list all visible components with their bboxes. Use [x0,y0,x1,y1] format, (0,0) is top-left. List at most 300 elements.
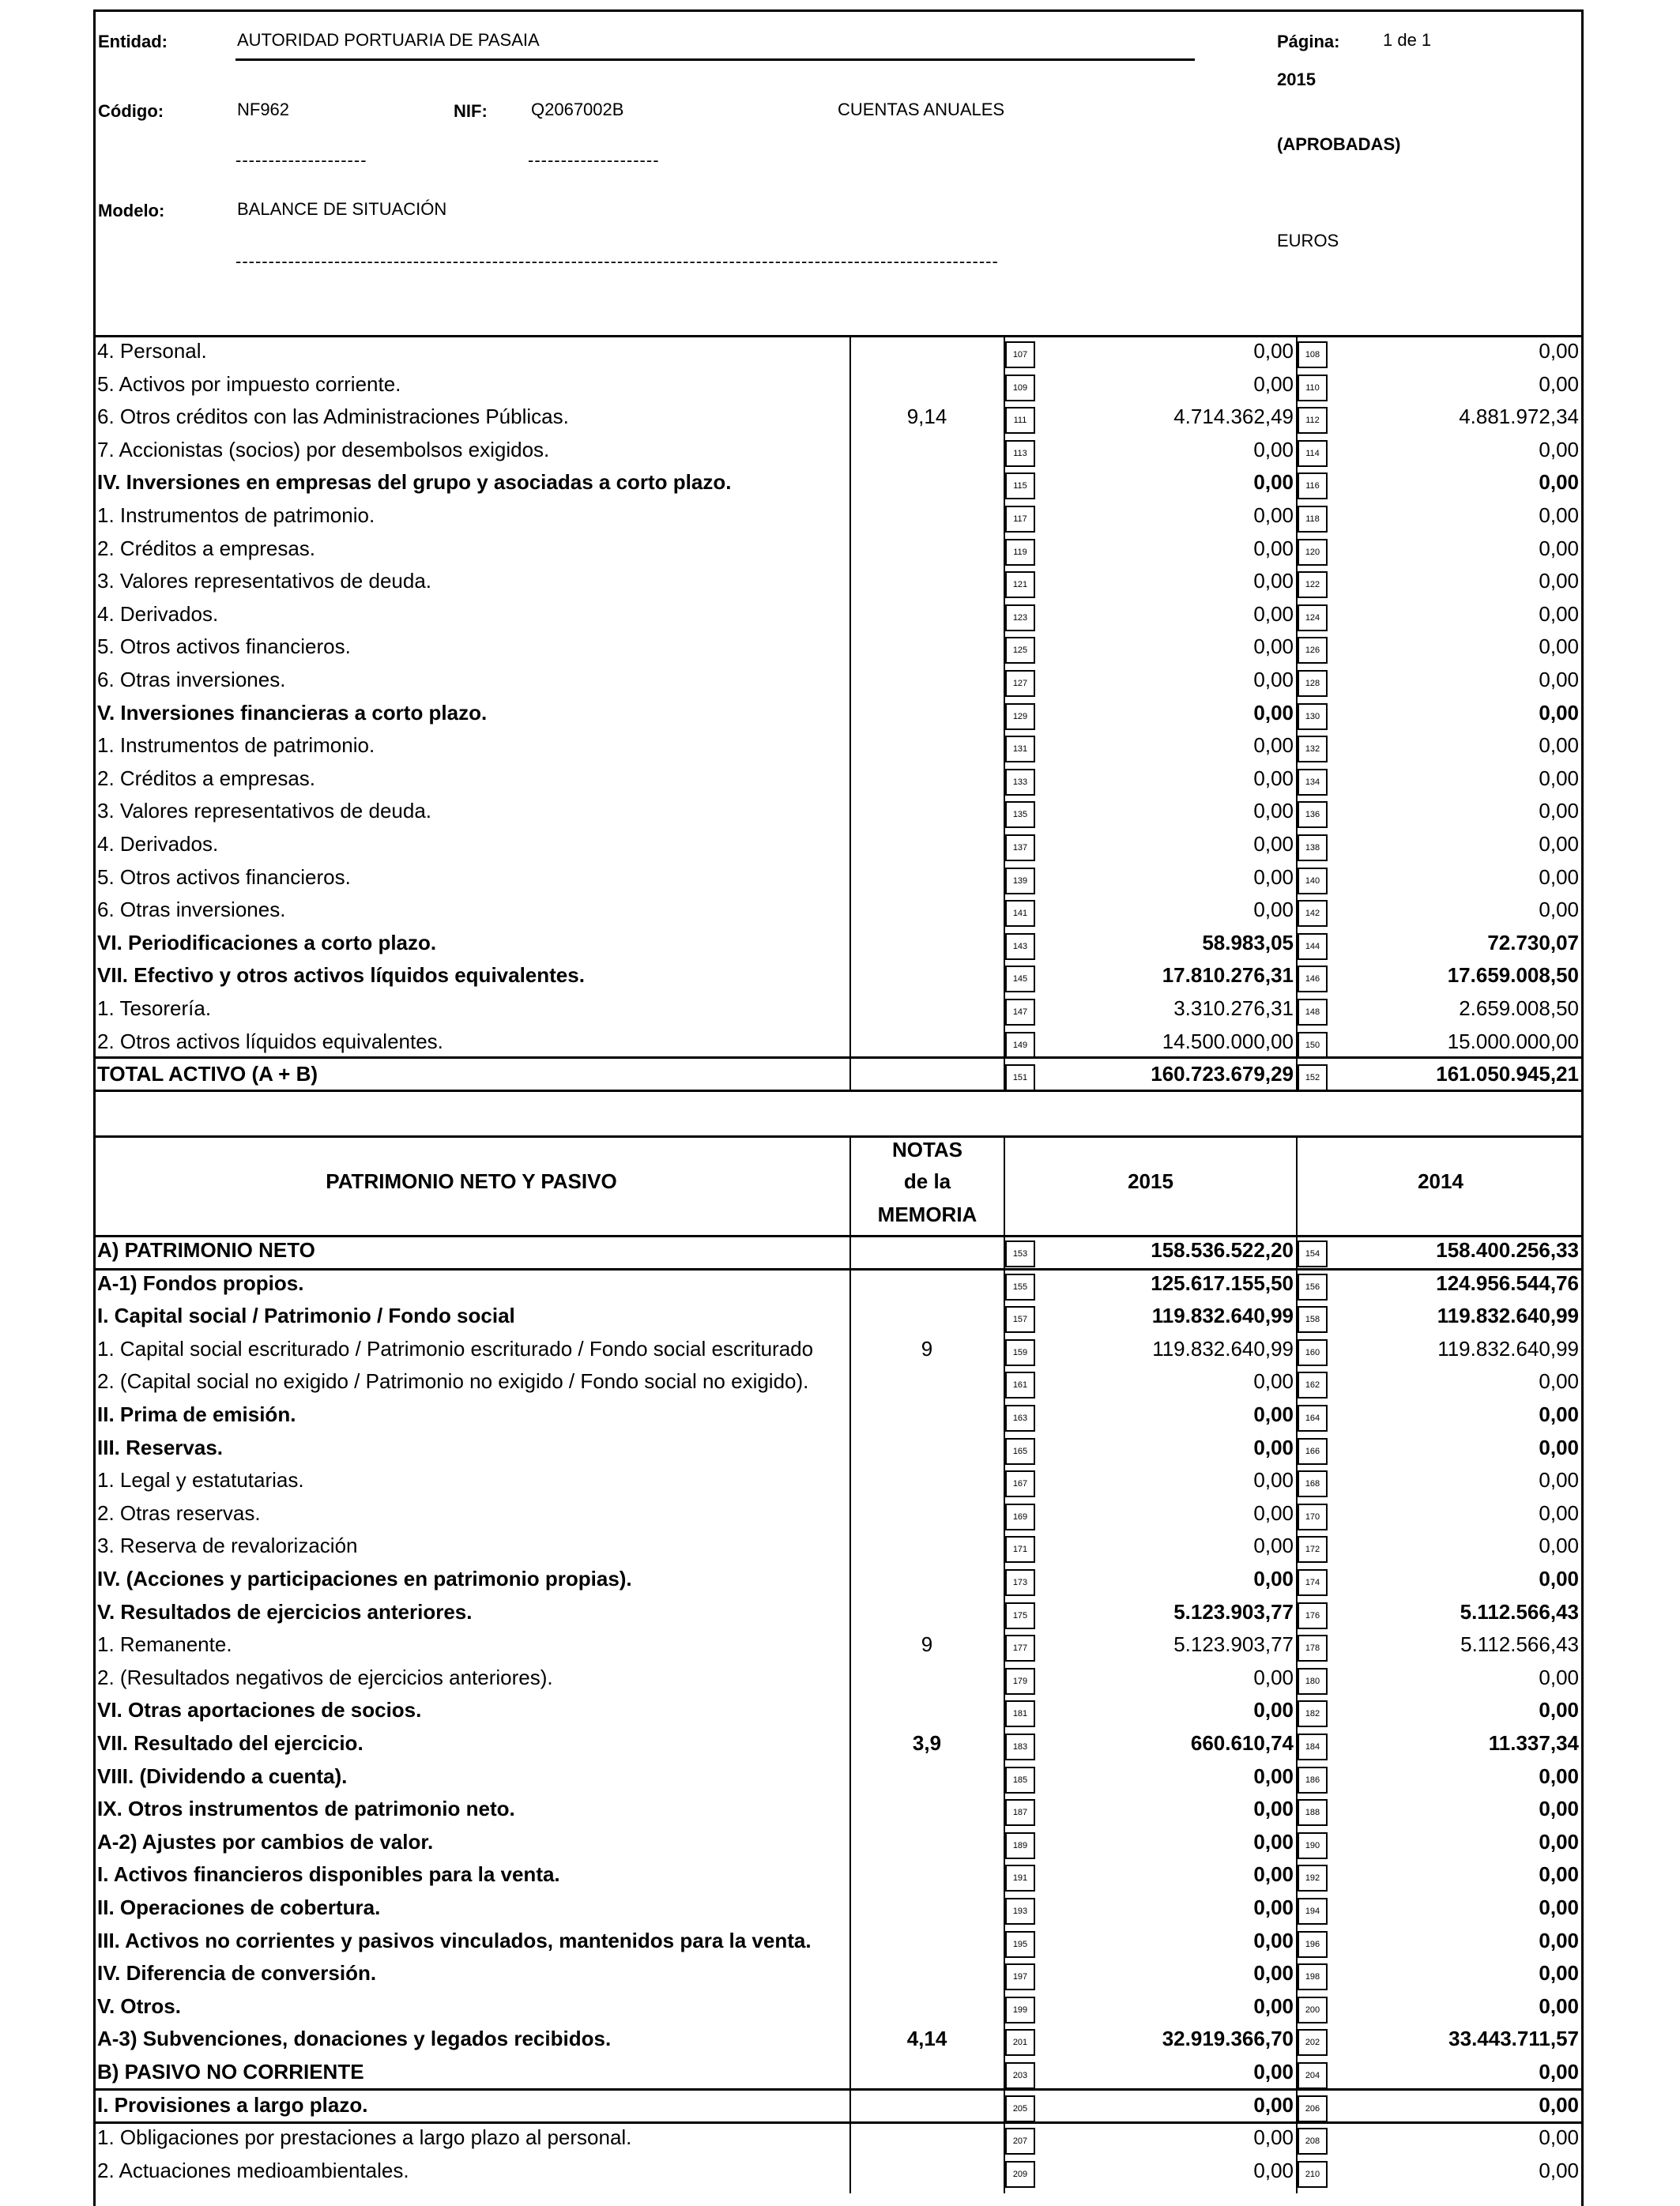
row-value-2015: 0,00 [1253,799,1294,823]
row-value-2014: 0,00 [1539,898,1579,922]
row-value-2015: 0,00 [1253,766,1294,790]
row-code-2015: 187 [1005,1799,1035,1826]
row-code-2015: 177 [1005,1635,1035,1662]
row-value-2014: 119.832.640,99 [1437,1336,1579,1361]
row-value-2014: 0,00 [1539,470,1579,495]
row-code-2015: 123 [1005,604,1035,631]
table-row [93,1861,1584,1894]
row-label: 2. Otros activos líquidos equivalentes. [97,1029,443,1053]
row-code-2014: 194 [1298,1898,1328,1925]
table-row [93,436,1584,469]
row-code-2015: 143 [1005,933,1035,960]
row-label: A-2) Ajustes por cambios de valor. [97,1829,434,1854]
row-value-2015: 0,00 [1253,601,1294,626]
row-label: IV. Diferencia de conversión. [97,1961,377,1986]
row-code-2014: 162 [1298,1372,1328,1399]
row-code-2015: 147 [1005,999,1035,1026]
row-label: V. Inversiones financieras a corto plazo. [97,700,488,725]
row-label: 6. Otras inversiones. [97,668,286,691]
row-code-2015: 183 [1005,1734,1035,1760]
row-value-2014: 0,00 [1539,1993,1579,2018]
table-row [93,1565,1584,1598]
row-code-2015: 159 [1005,1339,1035,1366]
row-value-2014: 0,00 [1539,1500,1579,1525]
row-code-2015: 167 [1005,1470,1035,1497]
row-value-2015: 0,00 [1253,864,1294,889]
row-value-2014: 0,00 [1539,536,1579,560]
year-2014-header: 2014 [1418,1169,1463,1193]
row-value-2015: 0,00 [1253,1369,1294,1394]
row-code-2014: 172 [1298,1536,1328,1563]
row-code-2015: 181 [1005,1700,1035,1727]
table-row [93,929,1584,962]
total-separator-top [93,1056,1584,1059]
row-code-2015: 109 [1005,375,1035,401]
row-code-2014: 122 [1298,571,1328,598]
row-label: IV. (Acciones y participaciones en patrimonio propias). [97,1567,632,1591]
row-code-2014: 114 [1298,440,1328,467]
row-value-2015: 0,00 [1253,1500,1294,1525]
table-row [93,535,1584,568]
row-label: 4. Derivados. [97,601,219,626]
row-value-2015: 3.310.276,31 [1173,996,1294,1020]
table-row [93,2058,1584,2091]
row-value-2015: 5.123.903,77 [1173,1599,1294,1624]
row-code-2015: 169 [1005,1504,1035,1530]
row-code-2014: 170 [1298,1504,1328,1530]
row-value-2014: 0,00 [1539,339,1579,363]
euros-label: EUROS [1277,231,1339,250]
row-code-2014: 166 [1298,1438,1328,1465]
row-value-2014: 161.050.945,21 [1436,1062,1579,1086]
row-value-2014: 0,00 [1539,437,1579,461]
row-code-2015: 199 [1005,1997,1035,2023]
table-row [93,600,1584,634]
row-code-2014: 138 [1298,834,1328,861]
row-value-2014: 72.730,07 [1487,930,1579,954]
table-row [93,1894,1584,1927]
row-value-2014: 0,00 [1539,1369,1579,1394]
row-value-2014: 0,00 [1539,503,1579,527]
year-label: 2015 [1277,70,1316,89]
row-value-2015: 5.123.903,77 [1173,1632,1294,1657]
row-code-2014: 180 [1298,1668,1328,1695]
row-code-2014: 200 [1298,1997,1328,2023]
row-code-2014: 156 [1298,1274,1328,1301]
row-value-2015: 0,00 [1253,1567,1294,1591]
row-value-2015: 0,00 [1253,1895,1294,1919]
document-header [93,9,1584,337]
row-code-2014: 144 [1298,933,1328,960]
row-value-2015: 0,00 [1253,668,1294,691]
table-row [93,1434,1584,1467]
col-divider-values-bottom [1296,1135,1298,2193]
row-code-2014: 128 [1298,670,1328,697]
row-label: VI. Periodificaciones a corto plazo. [97,930,437,954]
col-divider-values [1296,337,1298,1090]
row-value-2014: 0,00 [1539,1961,1579,1986]
table-row [93,1335,1584,1368]
row-code-2015: 185 [1005,1767,1035,1794]
row-label: VIII. (Dividendo a cuenta). [97,1764,348,1788]
row-value-2015: 14.500.000,00 [1162,1029,1294,1053]
row-code-2014: 118 [1298,506,1328,533]
pasivo-title: PATRIMONIO NETO Y PASIVO [326,1169,617,1193]
row-label: A) PATRIMONIO NETO [97,1238,315,1262]
row-value-2015: 160.723.679,29 [1151,1062,1294,1086]
table-row [93,864,1584,897]
row-value-2014: 158.400.256,33 [1436,1238,1579,1262]
row-value-2015: 0,00 [1253,536,1294,560]
row-code-2015: 155 [1005,1274,1035,1301]
row-label: II. Operaciones de cobertura. [97,1895,381,1919]
table-row [93,1993,1584,2026]
row-label: 2. Créditos a empresas. [97,536,316,560]
row-code-2015: 115 [1005,472,1035,499]
table-row [93,830,1584,864]
row-value-2015: 0,00 [1253,503,1294,527]
row-label: 1. Capital social escriturado / Patrimonio escriturado / Fondo social escriturado [97,1336,814,1361]
col-divider-notes [1004,337,1005,1090]
col-divider-notes-bottom [1004,1135,1005,2193]
row-value-2015: 0,00 [1253,1829,1294,1854]
row-value-2014: 0,00 [1539,2060,1579,2084]
table-row [93,962,1584,995]
row-value-2014: 0,00 [1539,1534,1579,1558]
row-value-2014: 0,00 [1539,1928,1579,1952]
row-code-2015: 119 [1005,539,1035,566]
row-code-2015: 157 [1005,1306,1035,1333]
row-code-2014: 152 [1298,1064,1328,1091]
row-code-2014: 184 [1298,1734,1328,1760]
row-value-2015: 0,00 [1253,700,1294,725]
table-row [93,1500,1584,1533]
row-value-2014: 0,00 [1539,1468,1579,1493]
table-row [93,1631,1584,1664]
table-row [93,2157,1584,2190]
nif-label: NIF: [454,101,488,121]
table-row [93,567,1584,600]
row-code-2015: 173 [1005,1569,1035,1596]
nif-dashes: -------------------- [528,150,660,170]
notas-header-2: de la [903,1169,951,1193]
row-code-2014: 154 [1298,1240,1328,1267]
row-code-2015: 135 [1005,801,1035,828]
row-code-2014: 132 [1298,736,1328,762]
row-code-2014: 160 [1298,1339,1328,1366]
row-code-2015: 151 [1005,1064,1035,1091]
row-value-2014: 0,00 [1539,1895,1579,1919]
row-value-2014: 0,00 [1539,864,1579,889]
row-code-2014: 204 [1298,2062,1328,2089]
row-value-2014: 2.659.008,50 [1459,996,1579,1020]
table-row [93,2025,1584,2058]
row-value-2014: 0,00 [1539,569,1579,593]
modelo-dashes: -------------------------------------------------------------------------------------------------------------------- [235,251,999,271]
table-row [93,1828,1584,1862]
table-row [93,1730,1584,1763]
codigo-value: NF962 [237,100,290,119]
table-row [93,1237,1584,1270]
row-label: 1. Remanente. [97,1632,232,1657]
row-value-2015: 0,00 [1253,1468,1294,1493]
row-code-2015: 175 [1005,1602,1035,1629]
codigo-label: Código: [98,101,164,121]
row-note: 9,14 [906,405,947,429]
table-row [93,1959,1584,1993]
row-code-2014: 140 [1298,868,1328,894]
row-value-2015: 0,00 [1253,2060,1294,2084]
row-value-2014: 0,00 [1539,371,1579,396]
table-row [93,337,1584,371]
table-row [93,1927,1584,1960]
row-value-2014: 5.112.566,43 [1460,1632,1579,1657]
row-value-2014: 124.956.544,76 [1436,1271,1579,1295]
row-label: 6. Otras inversiones. [97,898,286,922]
table-row [93,502,1584,535]
row-value-2015: 0,00 [1253,1665,1294,1689]
row-code-2015: 197 [1005,1963,1035,1990]
row-code-2015: 127 [1005,670,1035,697]
row-code-2015: 117 [1005,506,1035,533]
aprobadas-label: (APROBADAS) [1277,134,1401,154]
entidad-label: Entidad: [98,32,168,51]
table-row [93,2091,1584,2125]
table-row [93,1598,1584,1632]
row-value-2015: 119.832.640,99 [1152,1336,1294,1361]
row-label: 3. Valores representativos de deuda. [97,569,432,593]
row-value-2015: 0,00 [1253,634,1294,659]
row-label: 2. Créditos a empresas. [97,766,316,790]
row-value-2015: 660.610,74 [1190,1731,1294,1755]
table-row [93,896,1584,929]
row-code-2015: 165 [1005,1438,1035,1465]
row-label: IV. Inversiones en empresas del grupo y asociadas a corto plazo. [97,470,732,495]
row-label: V. Otros. [97,1993,181,2018]
table-row [93,666,1584,699]
row-code-2014: 148 [1298,999,1328,1026]
row-code-2015: 193 [1005,1898,1035,1925]
row-value-2014: 17.659.008,50 [1447,963,1579,988]
row-label: 2. (Resultados negativos de ejercicios anteriores). [97,1665,553,1689]
row-value-2014: 0,00 [1539,1435,1579,1459]
row-value-2014: 119.832.640,99 [1437,1304,1579,1328]
row-value-2014: 0,00 [1539,799,1579,823]
row-value-2014: 11.337,34 [1488,1731,1579,1755]
col-divider-name [849,337,851,1090]
row-value-2014: 0,00 [1539,1567,1579,1591]
row-value-2014: 0,00 [1539,1665,1579,1689]
row-code-2015: 113 [1005,440,1035,467]
row-label: 5. Otros activos financieros. [97,864,351,889]
row-label: III. Reservas. [97,1435,223,1459]
row-code-2014: 108 [1298,341,1328,368]
row-code-2014: 168 [1298,1470,1328,1497]
row-label: I. Capital social / Patrimonio / Fondo social [97,1304,515,1328]
row-label: VI. Otras aportaciones de socios. [97,1698,422,1722]
row-label: A-3) Subvenciones, donaciones y legados recibidos. [97,2027,612,2051]
row-code-2015: 137 [1005,834,1035,861]
row-code-2014: 176 [1298,1602,1328,1629]
row-code-2015: 209 [1005,2161,1035,2188]
row-label: V. Resultados de ejercicios anteriores. [97,1599,473,1624]
table-row [93,1763,1584,1796]
total-separator-bottom [93,1090,1584,1092]
row-code-2015: 179 [1005,1668,1035,1695]
row-label: 4. Derivados. [97,832,219,856]
row-value-2015: 0,00 [1253,1961,1294,1986]
row-value-2014: 0,00 [1539,1862,1579,1887]
row-code-2014: 196 [1298,1931,1328,1958]
row-code-2014: 202 [1298,2029,1328,2056]
table-row [93,699,1584,732]
row-note: 9 [921,1632,933,1657]
row-value-2014: 15.000.000,00 [1447,1029,1579,1053]
row-label: 1. Instrumentos de patrimonio. [97,733,375,758]
pagina-label: Página: [1277,32,1340,51]
row-value-2015: 0,00 [1253,1764,1294,1788]
row-value-2015: 158.536.522,20 [1151,1238,1294,1262]
row-label: 2. Otras reservas. [97,1500,261,1525]
row-code-2015: 141 [1005,900,1035,927]
row-value-2014: 0,00 [1539,1402,1579,1426]
row-value-2015: 0,00 [1253,1698,1294,1722]
row-value-2015: 0,00 [1253,733,1294,758]
row-value-2015: 17.810.276,31 [1162,963,1294,988]
row-label: 7. Accionistas (socios) por desembolsos exigidos. [97,437,550,461]
row-value-2015: 0,00 [1253,437,1294,461]
row-value-2014: 33.443.711,57 [1448,2027,1579,2051]
table-row [93,403,1584,436]
row-code-2014: 146 [1298,966,1328,992]
row-label: 4. Personal. [97,339,207,363]
row-value-2015: 0,00 [1253,371,1294,396]
row-label: TOTAL ACTIVO (A + B) [97,1062,318,1086]
table-row [93,1302,1584,1335]
row-label: II. Prima de emisión. [97,1402,296,1426]
table-row [93,1028,1584,1061]
row-code-2015: 163 [1005,1405,1035,1432]
row-code-2015: 203 [1005,2062,1035,2089]
row-label: IX. Otros instrumentos de patrimonio neto. [97,1797,515,1821]
row-code-2015: 107 [1005,341,1035,368]
row-code-2014: 158 [1298,1306,1328,1333]
row-code-2014: 124 [1298,604,1328,631]
row-code-2015: 145 [1005,966,1035,992]
row-value-2015: 0,00 [1253,2092,1294,2117]
row-code-2015: 205 [1005,2095,1035,2122]
row-value-2014: 0,00 [1539,601,1579,626]
row-value-2014: 0,00 [1539,832,1579,856]
row-label: B) PASIVO NO CORRIENTE [97,2060,364,2084]
table-row [93,797,1584,830]
row-code-2015: 195 [1005,1931,1035,1958]
row-code-2014: 134 [1298,769,1328,796]
row-code-2015: 201 [1005,2029,1035,2056]
row-label: 6. Otros créditos con las Administraciones Públicas. [97,405,569,429]
row-code-2015: 171 [1005,1536,1035,1563]
entidad-underline [235,58,1195,61]
row-label: 3. Valores representativos de deuda. [97,799,432,823]
row-code-2014: 110 [1298,375,1328,401]
row-value-2015: 119.832.640,99 [1151,1304,1294,1328]
row-code-2015: 153 [1005,1240,1035,1267]
table-row [93,469,1584,502]
row-code-2014: 130 [1298,703,1328,730]
row-value-2015: 0,00 [1253,1797,1294,1821]
row-value-2015: 32.919.366,70 [1162,2027,1294,2051]
row-value-2014: 0,00 [1539,1829,1579,1854]
row-code-2014: 206 [1298,2095,1328,2122]
row-label: I. Provisiones a largo plazo. [97,2092,368,2117]
row-code-2014: 178 [1298,1635,1328,1662]
row-label: 2. (Capital social no exigido / Patrimonio no exigido / Fondo social no exigido). [97,1369,809,1394]
row-value-2014: 0,00 [1539,1764,1579,1788]
row-value-2015: 0,00 [1253,898,1294,922]
row-label: 1. Legal y estatutarias. [97,1468,304,1493]
row-value-2014: 0,00 [1539,2092,1579,2117]
row-value-2015: 0,00 [1253,470,1294,495]
table-row [93,1401,1584,1434]
row-label: III. Activos no corrientes y pasivos vinculados, mantenidos para la venta. [97,1928,812,1952]
row-code-2014: 198 [1298,1963,1328,1990]
row-value-2015: 0,00 [1253,1435,1294,1459]
row-label: 5. Activos por impuesto corriente. [97,371,401,396]
row-value-2014: 0,00 [1539,2125,1579,2150]
row-code-2015: 149 [1005,1032,1035,1059]
row-code-2015: 129 [1005,703,1035,730]
row-value-2014: 0,00 [1539,766,1579,790]
row-code-2014: 126 [1298,637,1328,664]
row-code-2014: 188 [1298,1799,1328,1826]
row-code-2015: 131 [1005,736,1035,762]
row-value-2014: 0,00 [1539,700,1579,725]
row-code-2015: 139 [1005,868,1035,894]
nif-value: Q2067002B [531,100,624,119]
col-divider-name-bottom [849,1135,851,2193]
codigo-dashes: -------------------- [235,150,367,170]
row-value-2015: 0,00 [1253,339,1294,363]
row-value-2015: 0,00 [1253,1402,1294,1426]
row-value-2015: 0,00 [1253,1862,1294,1887]
row-code-2014: 190 [1298,1832,1328,1859]
row-label: 3. Reserva de revalorización [97,1534,358,1558]
row-value-2015: 0,00 [1253,569,1294,593]
row-value-2014: 0,00 [1539,668,1579,691]
modelo-label: Modelo: [98,201,165,220]
entidad-value: AUTORIDAD PORTUARIA DE PASAIA [237,30,540,50]
row-code-2014: 182 [1298,1700,1328,1727]
table-row [93,765,1584,798]
row-note: 3,9 [912,1731,942,1755]
table-row [93,1795,1584,1828]
row-code-2015: 111 [1005,407,1035,434]
table-row [93,1060,1584,1094]
row-code-2015: 191 [1005,1865,1035,1892]
row-value-2015: 0,00 [1253,1993,1294,2018]
row-label: 1. Instrumentos de patrimonio. [97,503,375,527]
row-label: VII. Efectivo y otros activos líquidos equivalentes. [97,963,585,988]
row-note: 9 [921,1336,933,1361]
table-row [93,1270,1584,1303]
pasivo-header-top [93,1135,1584,1138]
table-row [93,995,1584,1028]
notas-header-3: MEMORIA [877,1203,977,1226]
row-value-2015: 0,00 [1253,832,1294,856]
row-code-2014: 210 [1298,2161,1328,2188]
row-code-2015: 189 [1005,1832,1035,1859]
row-value-2014: 0,00 [1539,2158,1579,2182]
